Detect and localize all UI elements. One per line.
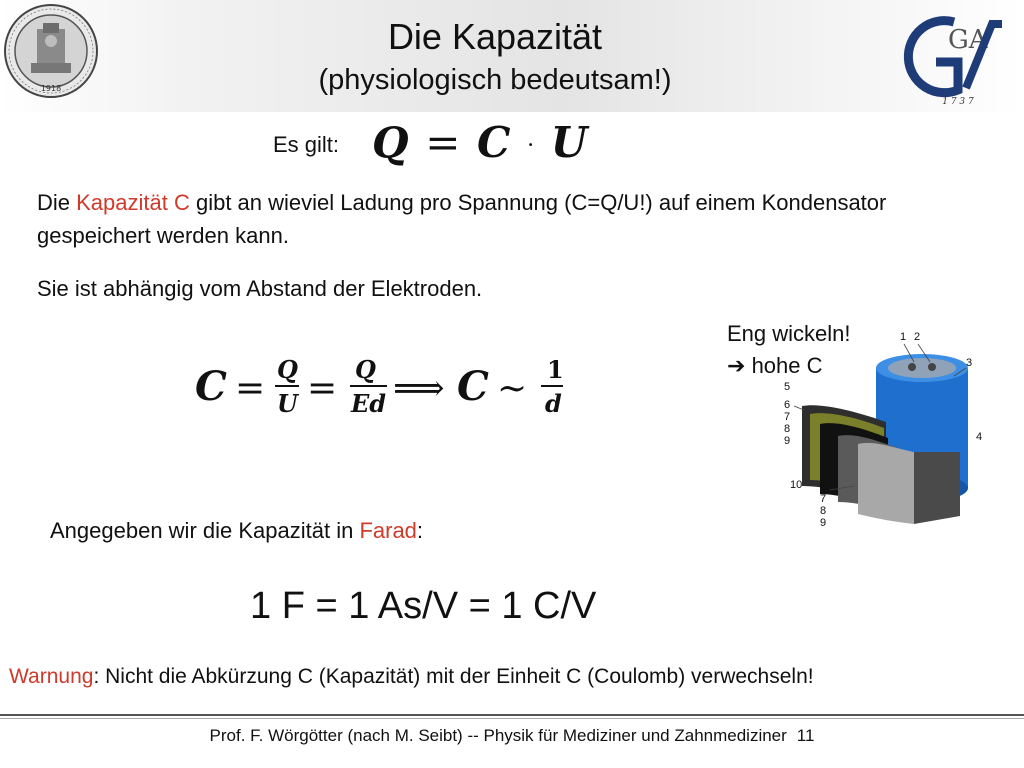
svg-text:U: U — [277, 389, 298, 418]
svg-text:⟹: ⟹ — [393, 368, 445, 409]
svg-text:GA: GA — [948, 25, 988, 55]
farad-unit-equation: 1 F = 1 As/V = 1 C/V — [250, 585, 597, 627]
capacity-highlight: Kapazität C — [76, 190, 190, 215]
page-subtitle: (physiologisch bedeutsam!) — [318, 64, 672, 96]
charge-formula: Q = C · U — [372, 118, 589, 167]
svg-text:9: 9 — [820, 517, 827, 529]
svg-text:C: C — [457, 363, 489, 410]
farad-highlight: Farad — [359, 518, 417, 543]
distance-dependence: Sie ist abhängig vom Abstand der Elektroden. — [37, 276, 483, 301]
svg-text:1: 1 — [547, 355, 564, 384]
arrow-icon: ➔ — [727, 353, 746, 378]
svg-text:C: C — [195, 363, 227, 410]
svg-text:4: 4 — [976, 431, 983, 443]
svg-text:1918: 1918 — [40, 84, 62, 93]
svg-text:Ed: Ed — [351, 389, 387, 418]
capacity-derivation-formula — [195, 352, 595, 424]
svg-text:2: 2 — [914, 331, 921, 343]
svg-text:d: d — [545, 389, 562, 418]
page-number: 11 — [796, 726, 815, 745]
footer-divider — [0, 714, 1024, 716]
warning-note: Warnung: Nicht die Abkürzung C (Kapazität) mit der Einheit C (Coulomb) verwechseln! — [9, 665, 814, 688]
footer-divider-thin — [0, 718, 1024, 719]
wind-tight-note: Eng wickeln! ➔ hohe C — [727, 321, 851, 378]
svg-text:Q: Q — [277, 355, 298, 384]
georg-august-logo — [896, 8, 1020, 108]
footer-text: Prof. F. Wörgötter (nach M. Seibt) -- Physik für Mediziner und Zahnmediziner — [209, 726, 787, 745]
page-title: Die Kapazität — [387, 16, 603, 57]
svg-text:5: 5 — [784, 381, 791, 393]
capacity-definition: Die Kapazität C gibt an wieviel Ladung pro Spannung (C=Q/U!) auf einem Kondensator gespeichert werden kann. — [37, 190, 887, 248]
svg-text:1: 1 — [900, 331, 907, 343]
wound-capacitor-illustration — [764, 318, 994, 536]
svg-text:8: 8 — [784, 423, 791, 435]
svg-text:=: = — [307, 368, 338, 409]
svg-text:6: 6 — [784, 399, 791, 411]
svg-text:7: 7 — [820, 493, 827, 505]
warning-label: Warnung — [9, 665, 94, 688]
svg-text:8: 8 — [820, 505, 827, 517]
svg-text:9: 9 — [784, 435, 791, 447]
svg-text:3: 3 — [966, 357, 973, 369]
svg-text:1 7 3 7: 1 7 3 7 — [942, 97, 974, 107]
svg-text:10: 10 — [790, 479, 803, 491]
farad-intro: Angegeben wir die Kapazität in Farad: — [50, 518, 424, 543]
svg-text:6: 6 — [820, 481, 827, 493]
svg-text:∼: ∼ — [497, 368, 528, 409]
svg-text:7: 7 — [784, 411, 791, 423]
formula-intro-label: Es gilt: — [273, 132, 340, 157]
footer — [0, 726, 1024, 746]
svg-text:=: = — [235, 368, 266, 409]
svg-text:Q: Q — [355, 355, 376, 384]
